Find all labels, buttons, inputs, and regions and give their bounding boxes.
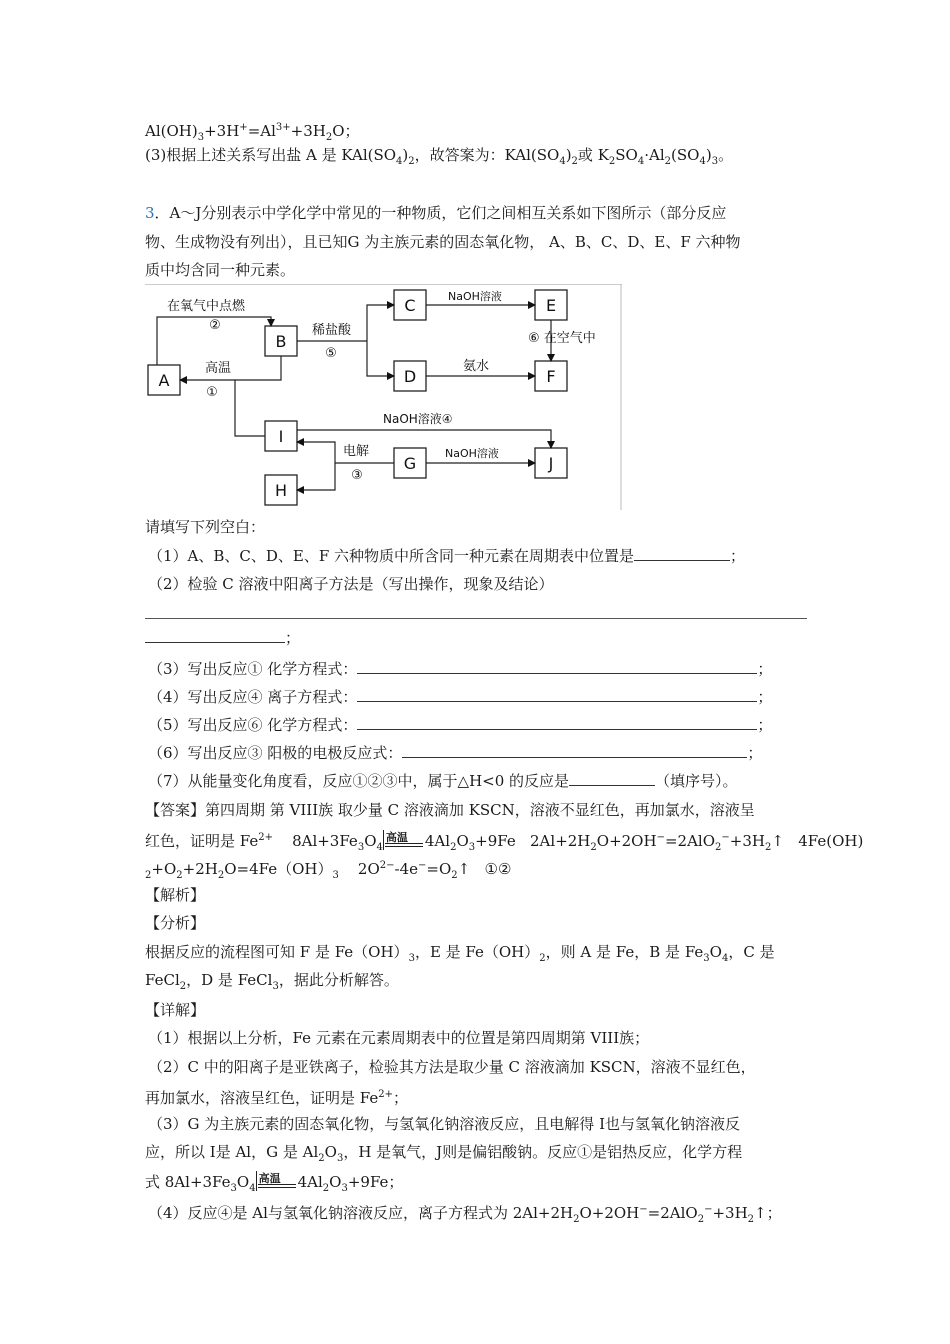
line-a-i bbox=[235, 380, 265, 436]
item-6: （6）写出反应③ 阳极的电极反应式： ； bbox=[148, 744, 763, 762]
answer-line-1: 【答案】第四周期 第 VIII族 取少量 C 溶液滴加 KSCN，溶液不显红色，再加氯水，溶液呈 bbox=[145, 801, 755, 819]
label-reaction-1: ① bbox=[206, 385, 218, 400]
answer-blank-5 bbox=[357, 715, 757, 730]
xiangjie-heading: 【详解】 bbox=[145, 1001, 206, 1019]
gaowen-sign-answer: 高温 bbox=[383, 830, 425, 850]
answer-blank-1 bbox=[634, 546, 730, 561]
prompt: 请填写下列空白： bbox=[145, 518, 266, 536]
arrow-g-h bbox=[297, 463, 335, 490]
label-dilute-hcl: 稀盐酸 bbox=[312, 323, 352, 338]
reaction-flow-diagram bbox=[145, 284, 622, 510]
label-f: F bbox=[546, 367, 556, 386]
item-2: （2）检验 C 溶液中阳离子方法是（写出操作，现象及结论） bbox=[148, 575, 554, 593]
label-e: E bbox=[545, 296, 557, 315]
item-3: （3）写出反应① 化学方程式： ； bbox=[148, 660, 773, 678]
label-i: I bbox=[278, 427, 284, 446]
detail-1: （1）根据以上分析，Fe 元素在元素周期表中的位置是第四周期第 VIII族； bbox=[148, 1029, 650, 1047]
label-h: H bbox=[274, 481, 288, 500]
arrow-g-i bbox=[297, 442, 335, 463]
question-stem-1: 3．A～J分别表示中学化学中常见的一种物质，它们之间相互关系如下图所示（部分反应 bbox=[145, 204, 727, 222]
item-1: （1）A、B、C、D、E、F 六种物质中所含同一种元素在周期表中位置是 ； bbox=[148, 547, 746, 565]
analysis-line-1: 根据反应的流程图可知 F 是 $Fe(OH)_3$，E 是 $Fe(OH)_2$，则 A 是 Fe，B 是 $Fe_3O_4$，C 是 bbox=[145, 943, 775, 964]
label-naoh-4: NaOH溶液④ bbox=[383, 412, 453, 426]
label-naoh-gj: NaOH溶液 bbox=[445, 447, 499, 460]
answer-line-2a bbox=[145, 618, 807, 619]
label-ammonia: 氨水 bbox=[463, 359, 490, 374]
arrow-b-d bbox=[367, 341, 394, 376]
item-4: （4）写出反应④ 离子方程式： ； bbox=[148, 688, 773, 706]
label-d: D bbox=[403, 367, 417, 386]
question-stem-3: 质中均含同一种元素。 bbox=[145, 261, 296, 279]
jiexi-heading: 【解析】 bbox=[145, 886, 206, 904]
label-reaction-2: ② bbox=[209, 318, 221, 333]
question-number: 3 bbox=[145, 204, 155, 222]
answer-blank-7 bbox=[569, 771, 655, 786]
item-2-tail: ； bbox=[145, 628, 300, 648]
detail-2-line-2: 再加氯水，溶液呈红色，证明是 $Fe^{2+}$； bbox=[145, 1089, 408, 1107]
label-reaction-6-air: ⑥ 在空气中 bbox=[528, 331, 596, 346]
label-a: A bbox=[158, 371, 170, 390]
item-5: （5）写出反应⑥ 化学方程式： ； bbox=[148, 716, 773, 734]
question-stem-2: 物、生成物没有列出），且已知G 为主族元素的固态氧化物， A、B、C、D、E、F 六种物 bbox=[145, 233, 741, 251]
answer-blank-3 bbox=[357, 659, 757, 674]
label-reaction-3: ③ bbox=[351, 468, 363, 483]
analysis-line-2: FeCl$_2$，D 是 FeCl$_3$，据此分析解答。 bbox=[145, 971, 399, 992]
label-g: G bbox=[403, 454, 417, 473]
gaowen-sign-detail: 高温 bbox=[256, 1171, 298, 1191]
answer-line-3: $_2+O_2+2H_2O=4Fe(OH)_3$ $2O^{2-}-4e^-=O_2↑$ ①② bbox=[145, 860, 512, 881]
answer-blank-4 bbox=[357, 687, 757, 702]
answer-blank-2b bbox=[145, 628, 285, 643]
label-naoh-ce: NaOH溶液 bbox=[448, 290, 502, 303]
label-j: J bbox=[548, 454, 554, 473]
arrow-b-c bbox=[367, 305, 394, 341]
prev-line-2: (3)根据上述关系写出盐 A 是 $KAl(SO_4)_2$，故答案为：$KAl(SO_4)_2$或 $K_2SO_4\cdot Al_2(SO_4)_3$。 bbox=[145, 146, 734, 167]
detail-2-line-1: （2）C 中的阳离子是亚铁离子，检验其方法是取少量 C 溶液滴加 KSCN，溶液不显红色， bbox=[148, 1058, 756, 1076]
label-oxygen: 在氧气中点燃 bbox=[167, 299, 246, 314]
answer-blank-6 bbox=[402, 743, 747, 758]
fenxi-heading: 【分析】 bbox=[145, 914, 206, 932]
item-7: （7）从能量变化角度看，反应①②③中，属于△H<0 的反应是 （填序号）。 bbox=[148, 772, 738, 790]
detail-4: （4）反应④是 Al与氢氧化钠溶液反应，离子方程式为 $2Al+2H_2O+2OH^-=2AlO_2^-+3H_2↑$； bbox=[148, 1204, 782, 1225]
label-c: C bbox=[404, 296, 416, 315]
label-gaowen: 高温 bbox=[205, 361, 232, 376]
answer-line-2: 红色，证明是 $Fe^{2+}$ $8Al+3Fe_3O_4$ 高温 $4Al_2O_3+9Fe$ $2Al+2H_2O+2OH^-=2AlO_2^-+3H_2↑$ 4Fe(OH) bbox=[145, 831, 864, 853]
detail-3-line-3: 式 $8Al+3Fe_3O_4$ 高温 $4Al_2O_3+9Fe$； bbox=[145, 1172, 404, 1194]
label-electrolysis: 电解 bbox=[343, 444, 370, 459]
prev-line-1: $Al(OH)_3+3H^+=Al^{3+}+3H_2O$； bbox=[145, 122, 360, 143]
label-b: B bbox=[275, 332, 287, 351]
detail-3-line-1: （3）G 为主族元素的固态氧化物，与氢氧化钠溶液反应，且电解得 I也与氢氧化钠溶液反 bbox=[148, 1115, 740, 1133]
label-reaction-5: ⑤ bbox=[325, 346, 337, 361]
detail-3-line-2: 应，所以 I是 Al，G 是 $Al_2O_3$，H 是氧气，J则是偏铝酸钠。反应①是铝热反应，化学方程 bbox=[145, 1143, 743, 1164]
